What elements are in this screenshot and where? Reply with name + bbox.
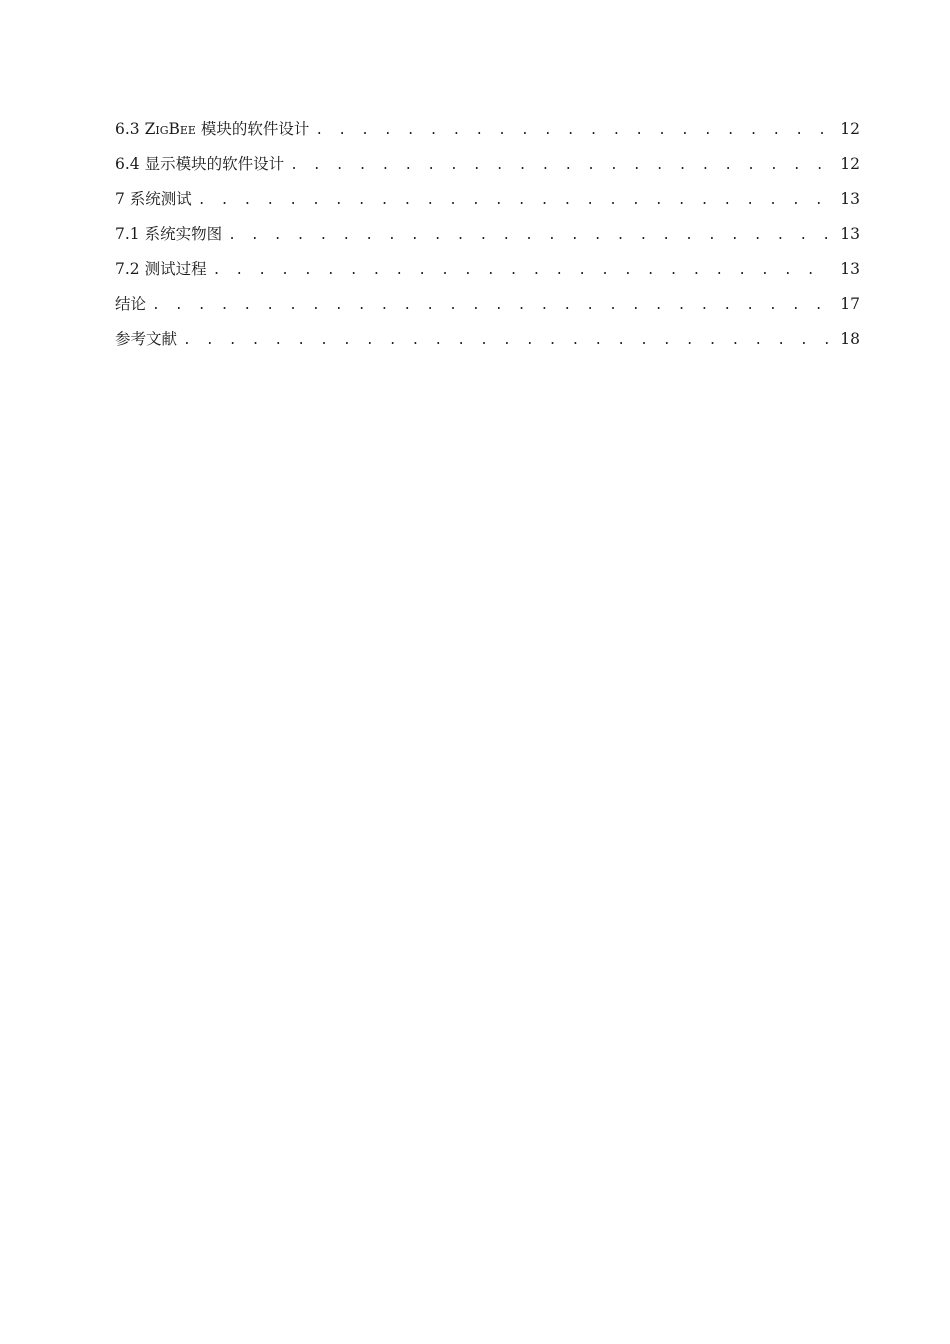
toc-page-number: 12 [840,155,860,173]
table-of-contents [115,116,860,361]
toc-entry-title: 6.3 ZigBee 模块的软件设计 [115,120,310,138]
toc-dot-leader [152,293,828,319]
toc-dot-leader [315,118,828,144]
toc-entry-title: 6.4 显示模块的软件设计 [115,155,285,173]
toc-page-number: 17 [840,295,860,313]
toc-dot-leader [290,153,828,179]
toc-dot-leader [228,223,828,249]
toc-dot-leader [198,188,828,214]
toc-page-number: 13 [840,190,860,208]
toc-entry-title: 结论 [115,295,147,313]
toc-entry[interactable] [115,291,860,326]
toc-entry-title: 7.1 系统实物图 [115,225,223,243]
toc-entry-title: 7.2 测试过程 [115,260,207,278]
toc-dot-leader [213,258,828,284]
toc-page-number: 12 [840,120,860,138]
toc-page-number: 13 [840,260,860,278]
toc-entry[interactable] [115,116,860,151]
toc-entry[interactable] [115,151,860,186]
toc-entry[interactable] [115,221,860,256]
toc-entry-title: 7 系统测试 [115,190,192,208]
toc-entry-title: 参考文献 [115,330,178,348]
toc-page-number: 13 [840,225,860,243]
toc-entry[interactable] [115,326,860,361]
toc-entry[interactable] [115,256,860,291]
toc-dot-leader [183,328,828,354]
toc-entry[interactable] [115,186,860,221]
toc-page-number: 18 [840,330,860,348]
